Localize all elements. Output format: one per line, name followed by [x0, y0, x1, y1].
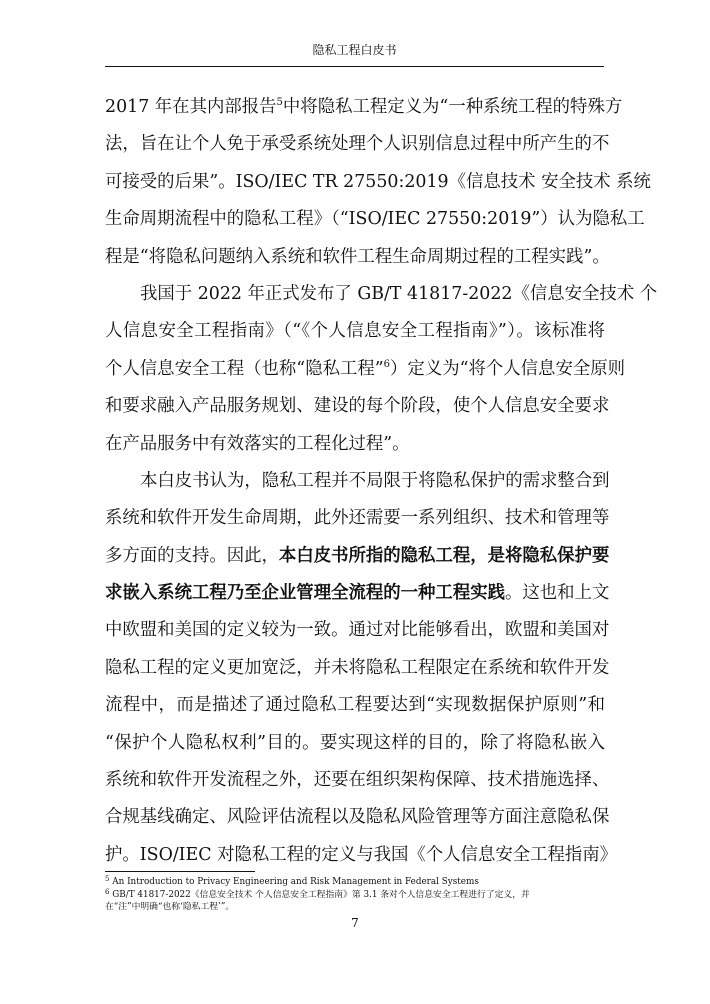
footnote-rule: [105, 871, 255, 872]
paragraph-line: 流程中，而是描述了通过隐私工程要达到“实现数据保护原则”和: [105, 695, 605, 716]
bold-emphasis: 本白皮书所指的隐私工程，是将隐私保护要: [278, 545, 610, 566]
paragraph-line: 可接受的后果”。ISO/IEC TR 27550:2019《信息技术 安全技术 系统: [105, 171, 651, 192]
footnote-5: $^5$ An Introduction to Privacy Engineering and Risk Management in Federal Systems: [105, 875, 479, 887]
paragraph-line: 系统和软件开发流程之外，还要在组织架构保障、技术措施选择、: [105, 770, 610, 791]
running-header: 隐私工程白皮书: [312, 43, 397, 57]
paragraph-line: 合规基线确定、风险评估流程以及隐私风险管理等方面注意隐私保: [105, 807, 610, 828]
paragraph-line: 系统和软件开发生命周期，此外还需要一系列组织、技术和管理等: [105, 508, 610, 529]
paragraph-line: 程是“将隐私问题纳入系统和软件工程生命周期过程的工程实践”。: [105, 246, 610, 267]
paragraph-line: 人信息安全工程指南》（“《个人信息安全工程指南》”）。该标准将: [105, 321, 605, 342]
paragraph-line: 和要求融入产品服务规划、建设的每个阶段，使个人信息安全要求: [105, 396, 610, 417]
paragraph-line: 2017 年在其内部报告$^5$中将隐私工程定义为“一种系统工程的特殊方: [105, 97, 623, 117]
paragraph-line: 隐私工程的定义更加宽泛，并未将隐私工程限定在系统和软件开发: [105, 657, 610, 678]
paragraph-line: 本白皮书认为，隐私工程并不局限于将隐私保护的需求整合到: [140, 470, 610, 491]
paragraph-line: 多方面的支持。因此，本白皮书所指的隐私工程，是将隐私保护要: [105, 545, 610, 566]
paragraph-line: “保护个人隐私权利”目的。要实现这样的目的，除了将隐私嵌入: [105, 732, 605, 753]
paragraph-line: 护。ISO/IEC 对隐私工程的定义与我国《个人信息安全工程指南》: [105, 844, 618, 865]
paragraph-line: 生命周期流程中的隐私工程》（“ISO/IEC 27550:2019”）认为隐私工: [105, 209, 645, 230]
paragraph-line: 求嵌入系统工程乃至企业管理全流程的一种工程实践。这也和上文: [105, 583, 610, 604]
footnote-ref-6[interactable]: 6: [383, 358, 391, 370]
page-number: 7: [351, 916, 359, 930]
body-text: [105, 89, 658, 874]
footnote-ref-5[interactable]: 5: [276, 97, 283, 108]
footnotes: [105, 876, 605, 914]
paragraph-line: 我国于 2022 年正式发布了 GB/T 41817-2022《信息安全技术 个: [140, 283, 658, 304]
bold-emphasis: 求嵌入系统工程乃至企业管理全流程的一种工程实践: [105, 583, 505, 604]
paragraph-line: 在产品服务中有效落实的工程化过程”。: [105, 433, 410, 454]
header-rule: [105, 66, 604, 67]
footnote-6-continued: 在“注”中明确“也称‘隐私工程’”。: [105, 902, 235, 912]
footnote-6: $^6$ GB/T 41817-2022《信息安全技术 个人信息安全工程指南》第 3.1 条对个人信息安全工程进行了定义，并: [105, 887, 530, 900]
paragraph-line: 中欧盟和美国的定义较为一致。通过对比能够看出，欧盟和美国对: [105, 620, 610, 641]
paragraph-line: 法，旨在让个人免于承受系统处理个人识别信息过程中所产生的不: [105, 134, 610, 155]
paragraph-line: 个人信息安全工程（也称“隐私工程”$^6$）定义为“将个人信息安全原则: [105, 358, 626, 379]
